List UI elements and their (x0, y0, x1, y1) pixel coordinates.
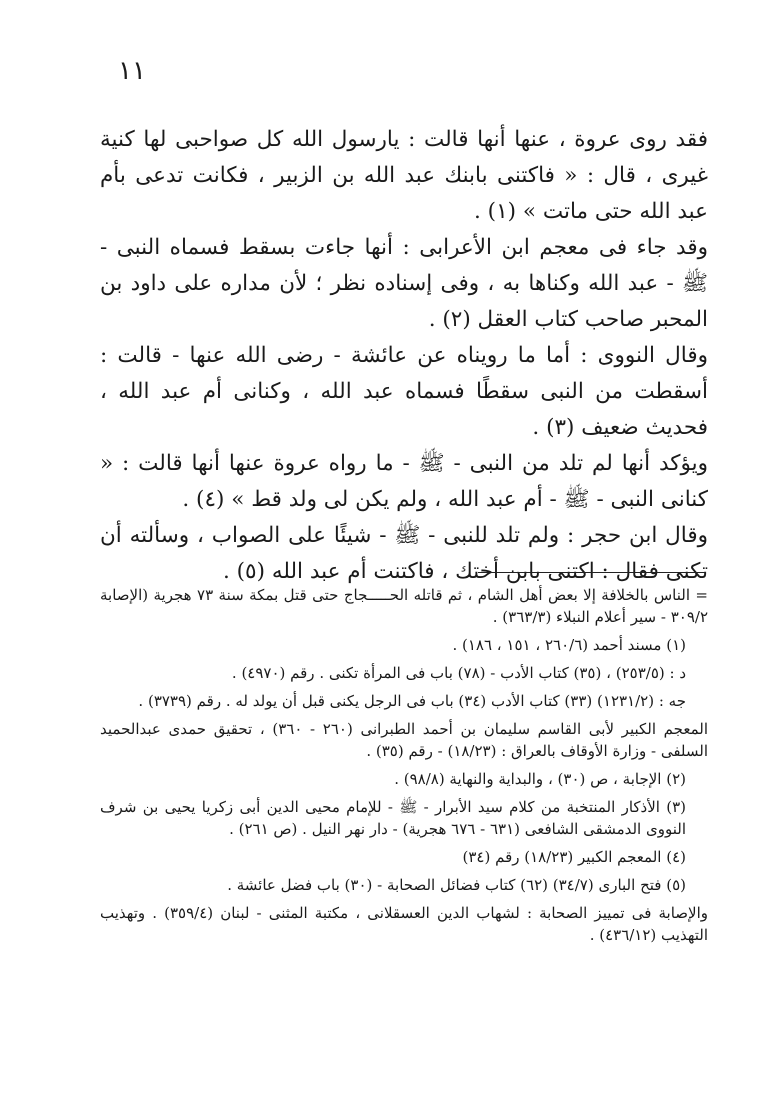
footnote: (١) مسند أحمد (٢٦٠/٦ ، ١٥١ ، ١٨٦) . (452, 636, 686, 654)
footnote: (٢) الإجابة ، ص (٣٠) ، والبداية والنهاية (٩٨/٨) . (394, 770, 686, 788)
main-text (100, 122, 708, 590)
paragraph: وقال النووى : أما ما رويناه عن عائشة - رضى الله عنها - قالت : أسقطت من النبى سقطًا فسماه عبد الله ، وكنانى أم عبد الله ، فحديث ضعيف (٣) . (100, 343, 708, 440)
page-number: ١١ (118, 56, 146, 86)
footnote: = الناس بالخلافة إلا بعض أهل الشام ، ثم قاتله الحـــــجاج حتى قتل بمكة سنة ٧٣ هجرية (الإصابة ٣٠٩/٢ - سير أعلام النبلاء (٣٦٣/٣) . (100, 586, 708, 626)
footnote: (٤) المعجم الكبير (١٨/٢٣) رقم (٣٤) (462, 848, 686, 866)
footnote: جه : (١٢٣١/٢) (٣٣) كتاب الأدب (٣٤) باب فى الرجل يكنى قبل أن يولد له . رقم (٣٧٣٩) . (138, 692, 686, 710)
footnotes (100, 584, 708, 952)
footnote: (٣) الأذكار المنتخبة من كلام سيد الأبرار - ﷺ - للإمام محيى الدين أبى زكريا يحيى بن شرف النووى الدمشقى الشافعى (٦٣١ - ٦٧٦ هجرية) - دار نهر النيل . (ص ٢٦١) . (100, 798, 686, 838)
paragraph: ويؤكد أنها لم تلد من النبى - ﷺ - ما رواه عروة عنها أنها قالت : « كنانى النبى - ﷺ - أم عبد الله ، ولم يكن لى ولد قط » (٤) . (100, 451, 708, 512)
footnote-separator (478, 572, 706, 573)
paragraph: وقال ابن حجر : ولم تلد للنبى - ﷺ - شيئًا على الصواب ، وسألته أن تكنى فقال : اكتنى بابن أختك ، فاكتنت أم عبد الله (٥) . (100, 523, 708, 584)
footnote: المعجم الكبير لأبى القاسم سليمان بن أحمد الطبرانى (٢٦٠ - ٣٦٠) ، تحقيق حمدى عبدالحميد السلفى - وزارة الأوقاف بالعراق : (١٨/٢٣) - رقم (٣٥) . (100, 720, 708, 760)
paragraph: فقد روى عروة ، عنها أنها قالت : يارسول الله كل صواحبى لها كنية غيرى ، قال : « فاكتنى بابنك عبد الله بن الزبير ، فكانت تدعى بأم عبد الله حتى ماتت » (١) . (100, 127, 708, 224)
paragraph: وقد جاء فى معجم ابن الأعرابى : أنها جاءت بسقط فسماه النبى - ﷺ - عبد الله وكناها به ، وفى إسناده نظر ؛ لأن مداره على داود بن المحبر صاحب كتاب العقل (٢) . (100, 235, 708, 332)
footnote: (٥) فتح البارى (٣٤/٧) (٦٢) كتاب فضائل الصحابة - (٣٠) باب فضل عائشة . (227, 876, 686, 894)
footnote: د : (٢٥٣/٥) ، (٣٥) كتاب الأدب - (٧٨) باب فى المرأة تكنى . رقم (٤٩٧٠) . (231, 664, 686, 682)
footnote: والإصابة فى تمييز الصحابة : لشهاب الدين العسقلانى ، مكتبة المثنى - لبنان (٣٥٩/٤) . وتهذيب التهذيب (٤٣٦/١٢) . (100, 904, 708, 944)
